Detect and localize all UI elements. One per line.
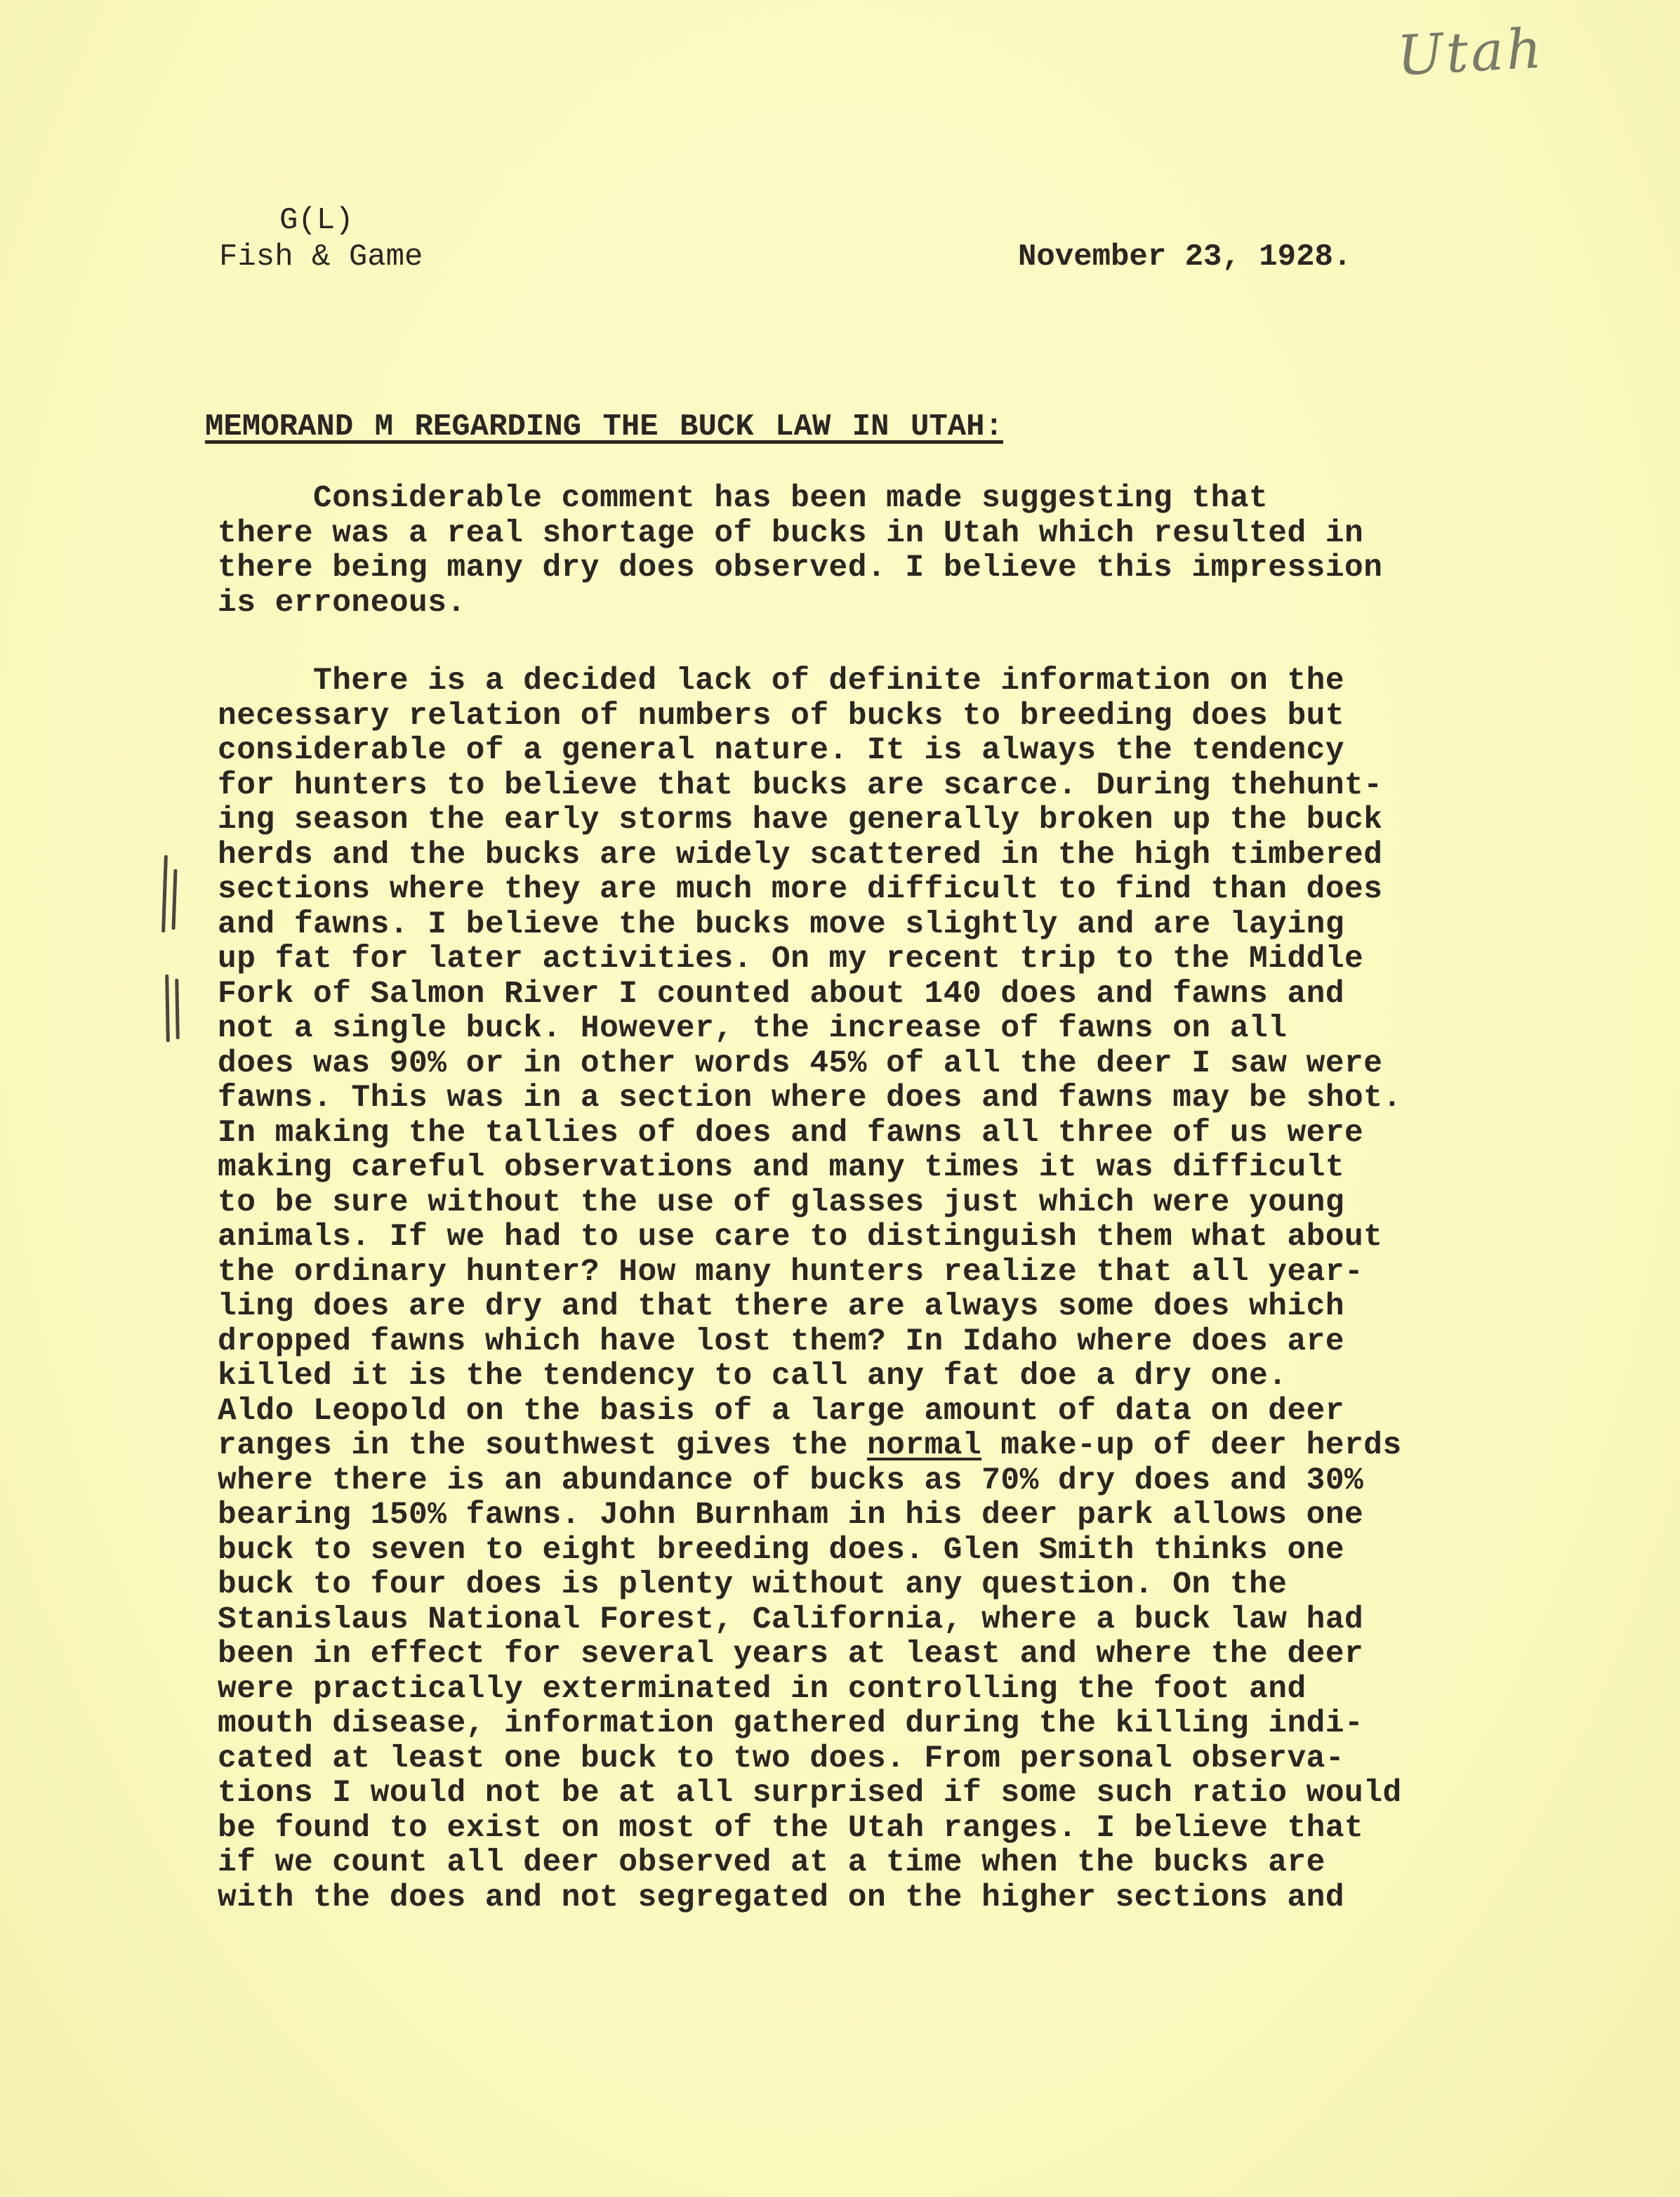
file-code: G(L) [279,203,354,238]
memo-subject: MEMORAND M REGARDING THE BUCK LAW IN UTAH: [205,409,1003,444]
text-line: dropped fawns which have lost them? In Idaho where does are [218,1324,1345,1359]
text-line: if we count all deer observed at a time when the bucks are [218,1845,1325,1880]
text-line: is erroneous. [218,585,466,621]
text-line: Considerable comment has been made suggesting that [218,481,1269,516]
text-line: There is a decided lack of definite information on the [218,664,1345,699]
text-line: not a single buck. However, the increase of fawns on all [218,1011,1288,1046]
text-line: does was 90% or in other words 45% of all the deer I saw were [218,1045,1383,1081]
department-label: Fish & Game [219,239,423,275]
text-line: were practically exterminated in controlling the foot and [218,1671,1307,1707]
handwritten-state-note: Utah [1395,17,1547,88]
text-line: Fork of Salmon River I counted about 140 does and fawns and [218,976,1345,1012]
text-line: ing season the early storms have generally broken up the buck [218,803,1383,838]
text-line: been in effect for several years at least and where the deer [218,1637,1364,1672]
text-line: bearing 150% fawns. John Burnham in his deer park allows one [218,1498,1364,1533]
margin-mark [165,975,170,1042]
text-line: mouth disease, information gathered during the killing indi- [218,1706,1364,1741]
text-line: sections where they are much more difficult to find than does [218,872,1383,907]
text-line: for hunters to believe that bucks are scarce. During thehunt- [218,767,1383,803]
text-line: buck to seven to eight breeding does. Glen Smith thinks one [218,1532,1345,1568]
line-end: make-up of deer herds [981,1428,1402,1463]
text-line: and fawns. I believe the bucks move slightly and are laying [218,906,1345,942]
text-line: animals. If we had to use care to distinguish them what about [218,1220,1383,1255]
margin-mark [175,979,180,1039]
text-line: there being many dry does observed. I believe this impression [218,550,1383,586]
line-start: ranges in the southwest gives the [218,1428,867,1463]
text-line: with the does and not segregated on the higher sections and [218,1880,1345,1915]
text-line: making careful observations and many times it was difficult [218,1150,1345,1185]
text-line: where there is an abundance of bucks as 70% dry does and 30% [218,1463,1364,1498]
text-line: Aldo Leopold on the basis of a large amount of data on deer [218,1393,1345,1429]
text-line: there was a real shortage of bucks in Utah which resulted in [218,515,1364,551]
margin-mark [172,869,178,930]
text-line: In making the tallies of does and fawns all three of us were [218,1115,1364,1151]
text-line: necessary relation of numbers of bucks to breeding does but [218,698,1345,734]
text-line: up fat for later activities. On my recent trip to the Middle [218,942,1364,977]
paragraph-2 [218,664,1402,1915]
text-line: ling does are dry and that there are always some does which [218,1289,1345,1324]
text-line: Stanislaus National Forest, California, where a buck law had [218,1602,1364,1637]
text-line: cated at least one buck to two does. From personal observa- [218,1741,1345,1776]
text-line: buck to four does is plenty without any question. On the [218,1567,1288,1602]
memo-date: November 23, 1928. [1018,239,1352,275]
text-line-with-underline [218,1429,1402,1464]
margin-mark [161,855,168,932]
text-line: to be sure without the use of glasses just which were young [218,1185,1345,1220]
text-line: fawns. This was in a section where does and fawns may be shot. [218,1081,1402,1116]
text-line: tions I would not be at all surprised if some such ratio would [218,1776,1402,1811]
paragraph-1 [218,482,1382,621]
text-line: killed it is the tendency to call any fat doe a dry one. [218,1359,1288,1394]
underlined-word: normal [866,1428,982,1463]
text-line: herds and the bucks are widely scattered in the high timbered [218,837,1383,873]
text-line: be found to exist on most of the Utah ranges. I believe that [218,1810,1364,1846]
text-line: the ordinary hunter? How many hunters realize that all year- [218,1254,1364,1290]
text-line: considerable of a general nature. It is always the tendency [218,733,1345,768]
